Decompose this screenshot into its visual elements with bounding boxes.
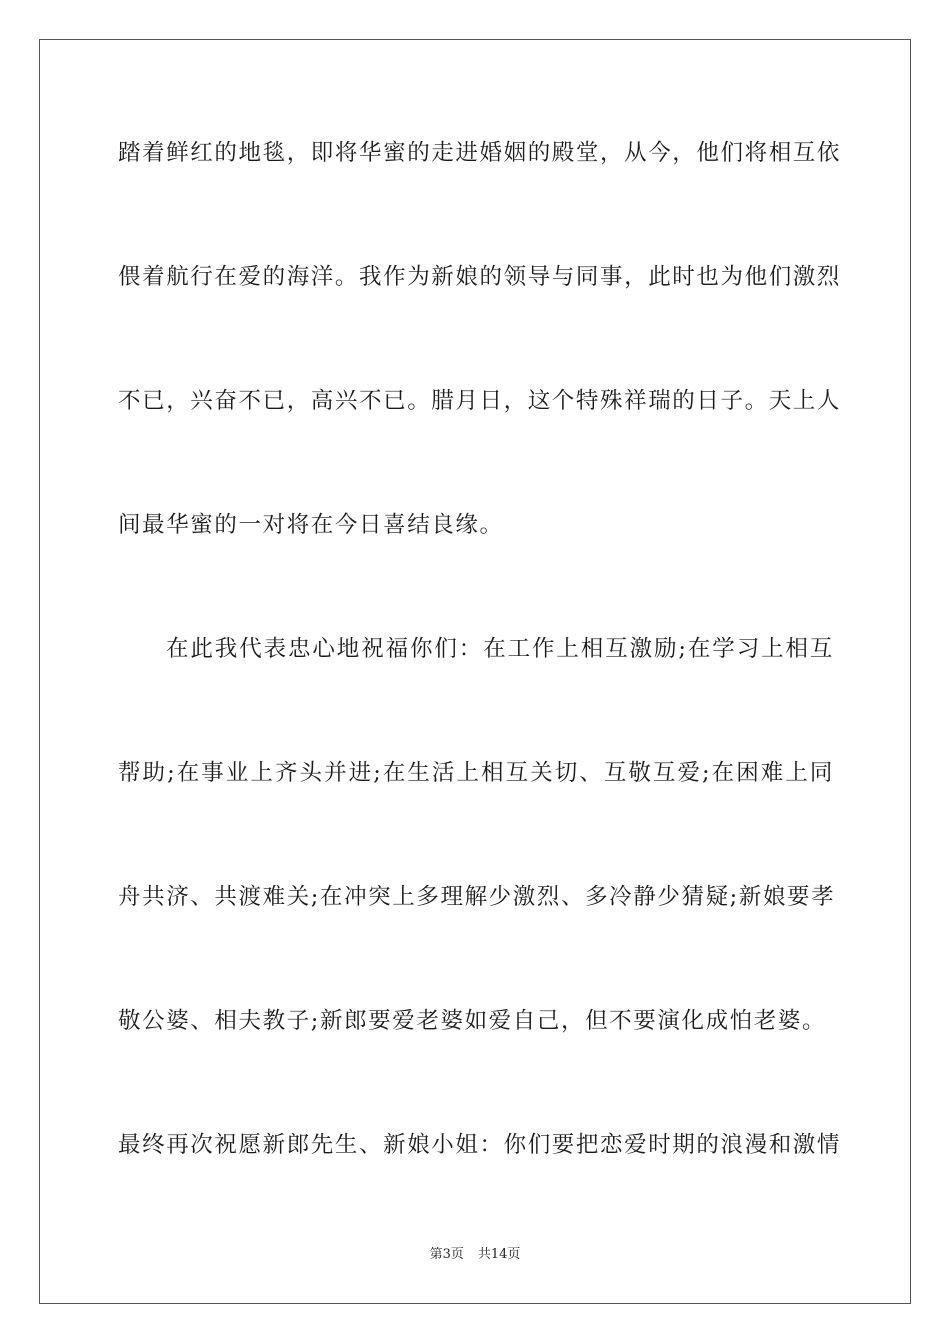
paragraph-line: 最终再次祝愿新郎先生、新娘小姐：你们要把恋爱时期的浪漫和激情 [118, 1132, 842, 1158]
paragraph-line: 在此我代表忠心地祝福你们：在工作上相互激励;在学习上相互 [166, 636, 834, 662]
paragraph-line: 踏着鲜红的地毯，即将华蜜的走进婚姻的殿堂，从今，他们将相互依 [118, 140, 842, 166]
page-number: 第3页 [429, 1247, 464, 1262]
page-total: 共14页 [477, 1247, 521, 1262]
page-footer [0, 1246, 950, 1264]
paragraph-line: 偎着航行在爱的海洋。我作为新娘的领导与同事，此时也为他们激烈 [118, 264, 842, 290]
paragraph-line: 不已，兴奋不已，高兴不已。腊月日，这个特殊祥瑞的日子。天上人 [118, 388, 842, 414]
paragraph-line: 敬公婆、相夫教子;新郎要爱老婆如爱自己，但不要演化成怕老婆。 [118, 1008, 827, 1034]
paragraph-line: 帮助;在事业上齐头并进;在生活上相互关切、互敬互爱;在困难上同 [118, 760, 834, 786]
paragraph-line: 舟共济、共渡难关;在冲突上多理解少激烈、多冷静少猜疑;新娘要孝 [118, 884, 836, 910]
paragraph-line: 间最华蜜的一对将在今日喜结良缘。 [118, 512, 504, 538]
page-border [39, 39, 911, 1304]
